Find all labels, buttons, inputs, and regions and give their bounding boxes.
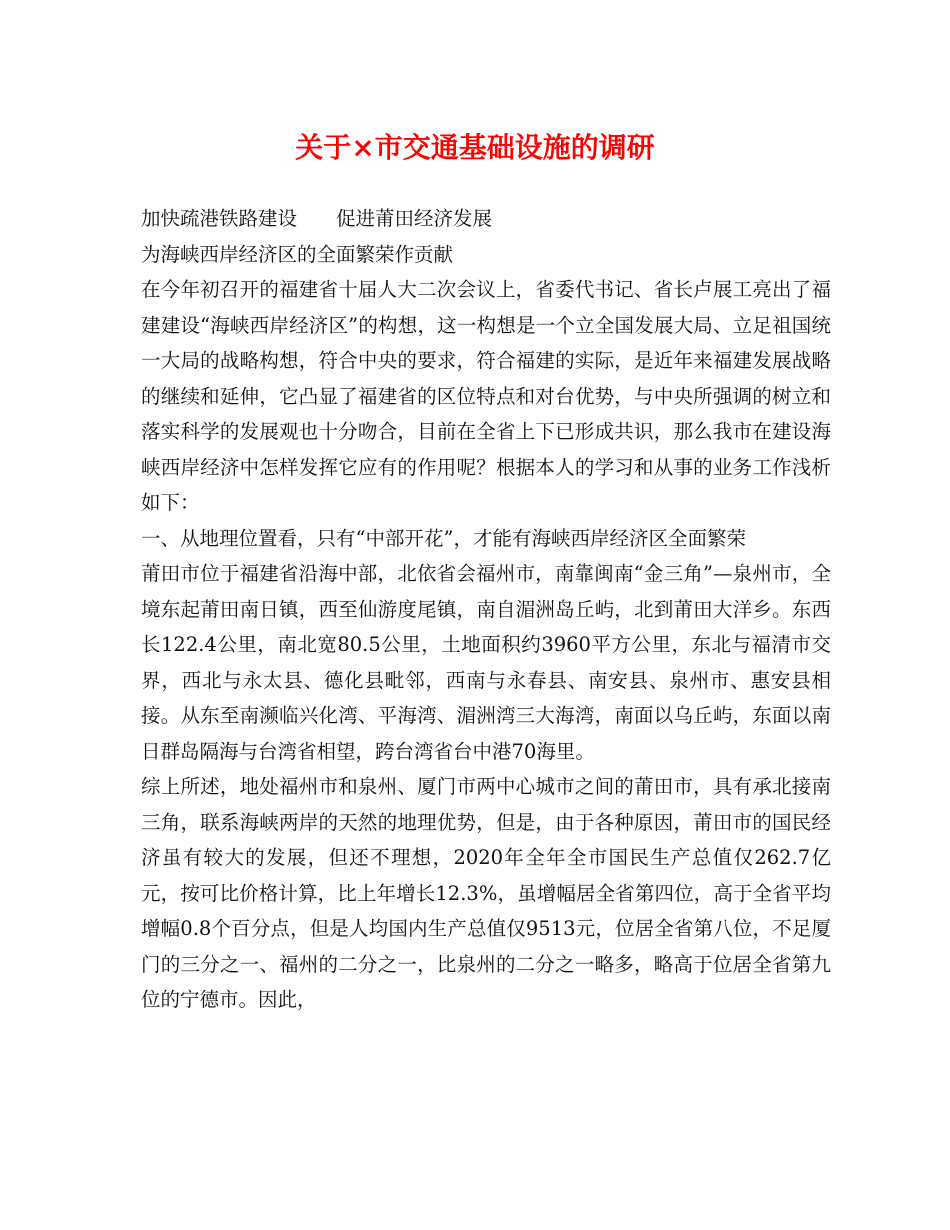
summary-paragraph: 综上所述，地处福州市和泉州、厦门市两中心城市之间的莆田市，具有承北接南三角，联系海峡两岸的天然的地理优势，但是，由于各种原因，莆田市的国民经济虽有较大的发展，但还不理想，2020年全年全市国民生产总值仅262.7亿元，按可比价格计算，比上年增长12.3%，虽增幅居全省第四位，高于全省平均增幅0.8个百分点，但是人均国内生产总值仅9513元，位居全省第八位，不足厦门的三分之一、福州的二分之一，比泉州的二分之一略多，略高于位居全省第九位的宁德市。因此， [141, 775, 831, 1011]
document-body [141, 201, 831, 1018]
geography-paragraph: 莆田市位于福建省沿海中部，北依省会福州市，南靠闽南“金三角”—泉州市，全境东起莆田南日镇，西至仙游度尾镇，南自湄洲岛丘屿，北到莆田大洋乡。东西长122.4公里，南北宽80.5公里，土地面积约3960平方公里，东北与福清市交界，西北与永太县、德化县毗邻，西南与永春县、南安县、泉州市、惠安县相接。从东至南濒临兴化湾、平海湾、湄洲湾三大海湾，南面以乌丘屿，东面以南日群岛隔海与台湾省相望，跨台湾省台中港70海里。 [141, 562, 831, 763]
section-heading-1: 一、从地理位置看，只有“中部开花”，才能有海峡西岸经济区全面繁荣 [141, 526, 746, 550]
document-title: 关于×市交通基础设施的调研 [295, 131, 655, 164]
intro-paragraph: 在今年初召开的福建省十届人大二次会议上，省委代书记、省长卢展工亮出了福建建设“海峡西岸经济区”的构想，这一构想是一个立全国发展大局、立足祖国统一大局的战略构想，符合中央的要求，符合福建的实际，是近年来福建发展战略的继续和延伸，它凸显了福建省的区位特点和对台优势，与中央所强调的树立和落实科学的发展观也十分吻合，目前在全省上下已形成共识，那么我市在建设海峡西岸经济中怎样发挥它应有的作用呢？根据本人的学习和从事的业务工作浅析如下： [141, 278, 831, 514]
subtitle-line-1: 加快疏港铁路建设 促进莆田经济发展 [141, 207, 493, 230]
subtitle-line-2: 为海峡西岸经济区的全面繁荣作贡献 [141, 242, 454, 266]
